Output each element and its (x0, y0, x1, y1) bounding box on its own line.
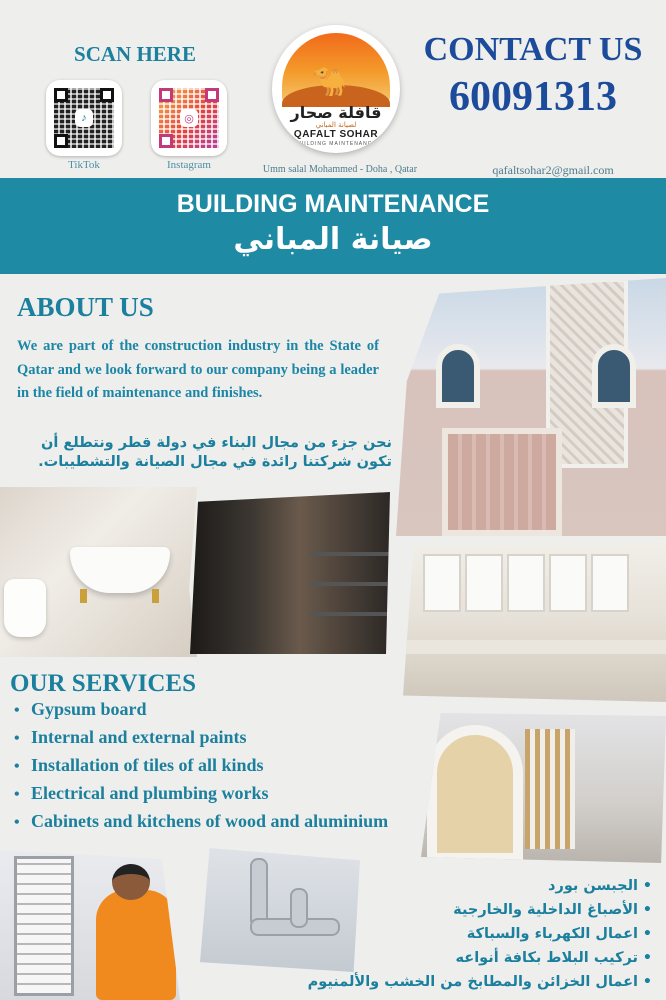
banner-title-arabic: صيانة المباني (233, 222, 433, 257)
list-item: • Electrical and plumbing works (14, 780, 388, 808)
list-item: • تركيب البلاط بكافة أنواعه (276, 946, 652, 970)
tiktok-qr-block[interactable] (46, 80, 122, 171)
kitchen-photo (403, 540, 666, 702)
email-address[interactable]: qafaltsohar2@gmail.com (492, 163, 614, 177)
list-item: • Cabinets and kitchens of wood and aluminium (14, 808, 388, 836)
camel-icon: 🐪 (312, 67, 347, 98)
instagram-qr-block[interactable] (151, 80, 227, 171)
services-list-arabic (276, 874, 652, 994)
instagram-caption: Instagram (167, 159, 211, 171)
instagram-qr-code[interactable] (151, 80, 227, 156)
list-item: • الأصباغ الداخلية والخارجية (276, 898, 652, 922)
list-item: • اعمال الكهرباء والسباكة (276, 922, 652, 946)
about-title: ABOUT US (17, 292, 154, 322)
tiktok-icon: ♪ (75, 109, 93, 127)
logo-english-subtitle: BUILDING MAINTENANCE (295, 141, 377, 147)
about-text-english: We are part of the construction industry in the State of Qatar and we look forward to our company being a leader in the field of maintenance and finishes. (17, 338, 379, 401)
gypsum-arch-photo (421, 713, 666, 863)
tiktok-caption: TikTok (68, 159, 100, 171)
company-logo (272, 25, 400, 153)
list-item: • Gypsum board (14, 696, 388, 724)
phone-number[interactable]: 60091313 (449, 74, 617, 120)
list-item: • Internal and external paints (14, 724, 388, 752)
services-list-english (14, 696, 388, 836)
logo-arabic-subtitle: لصيانة المباني (315, 121, 357, 129)
list-item: • الجبسن بورد (276, 874, 652, 898)
logo-arabic-name: قافلة صحار (290, 103, 382, 122)
tiktok-qr-code[interactable] (46, 80, 122, 156)
electrician-photo (0, 850, 180, 1000)
logo-english-name: QAFALT SOHAR (293, 129, 379, 140)
service-banner (0, 178, 666, 274)
list-item: • Installation of tiles of all kinds (14, 752, 388, 780)
bathroom-photo (0, 487, 197, 657)
building-facade-photo (396, 278, 666, 536)
scan-here-title: SCAN HERE (74, 42, 196, 66)
contact-title: CONTACT US (423, 31, 643, 68)
services-title: OUR SERVICES (10, 670, 196, 697)
wooden-cabinet-photo (190, 492, 390, 654)
address: Umm salal Mohammed - Doha , Qatar (262, 164, 418, 175)
about-text-arabic: نحن جزء من مجال البناء في دولة قطر ونتطلع أن تكون شركتنا رائدة في مجال الصيانة والتشطيبات. (38, 435, 392, 470)
banner-title-english: BUILDING MAINTENANCE (176, 190, 490, 218)
instagram-icon: ◎ (180, 109, 198, 127)
list-item: • اعمال الخزائن والمطابخ من الخشب والألمنيوم (276, 970, 652, 994)
